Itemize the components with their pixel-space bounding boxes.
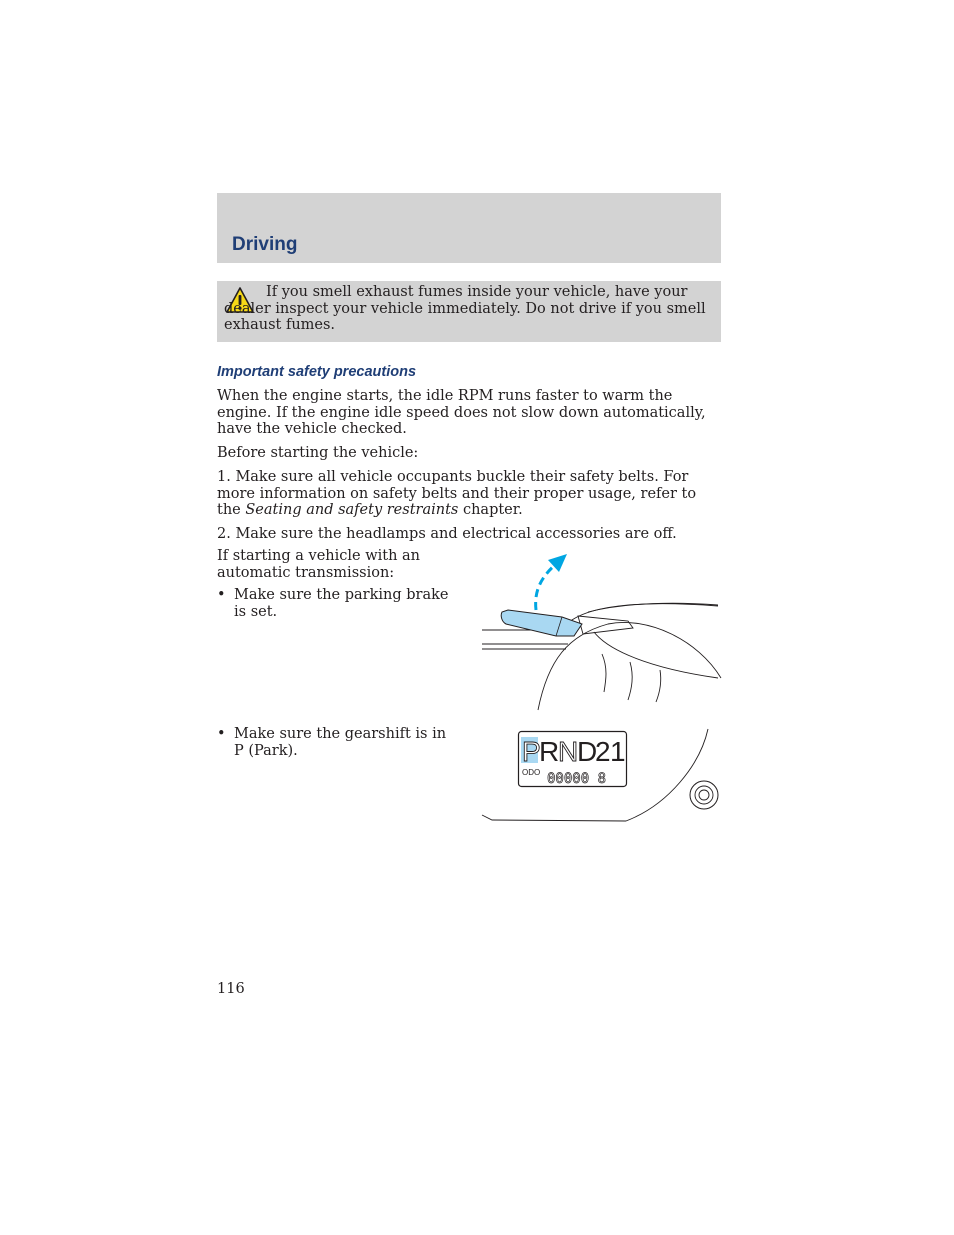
automatic-intro-paragraph: If starting a vehicle with an automatic transmission: <box>217 548 420 581</box>
bullet-gearshift <box>217 726 452 759</box>
gear-2: 2 <box>595 736 611 767</box>
bullet-marker: • <box>217 587 226 603</box>
seating-restraints-reference: Seating and safety restraints <box>245 502 459 518</box>
warning-box <box>217 281 721 342</box>
page-number: 116 <box>217 981 245 997</box>
step-2-paragraph: 2. Make sure the headlamps and electrical accessories are off. <box>217 526 677 542</box>
pull-up-arrow-icon <box>536 554 567 610</box>
gear-1: 1 <box>610 736 626 767</box>
bullet-parking-brake <box>217 587 452 620</box>
odo-label: ODO <box>522 768 541 777</box>
idle-rpm-paragraph: When the engine starts, the idle RPM runs faster to warm the engine. If the engine idle speed does not slow down automatically, have the vehicle checked. <box>217 388 706 437</box>
gear-n: N <box>558 736 579 767</box>
before-starting-paragraph: Before starting the vehicle: <box>217 445 419 461</box>
section-title: Driving <box>232 234 298 255</box>
bullet-marker: • <box>217 726 226 742</box>
subsection-heading: Important safety precautions <box>217 364 417 380</box>
gear-p: P <box>522 736 541 767</box>
gear-r: R <box>539 736 560 767</box>
gear-indicator-illustration <box>478 725 724 825</box>
warning-text: If you smell exhaust fumes inside your vehicle, have your dealer inspect your vehicle immediately. Do not drive if you smell exhaust fumes. <box>224 284 706 333</box>
step-1-suffix: chapter. <box>458 502 523 518</box>
step-1-paragraph <box>217 469 723 519</box>
bullet-gearshift-text: Make sure the gearshift is in P (Park). <box>234 726 447 759</box>
parking-brake-lever <box>501 610 582 636</box>
bullet-parking-brake-text: Make sure the parking brake is set. <box>234 587 449 620</box>
odometer-readout: 00000 8 <box>547 771 607 787</box>
parking-brake-illustration <box>478 550 724 715</box>
step-1-text: 1. Make sure all vehicle occupants buckle their safety belts. For more information on safety belts and their proper usage, refer to the <box>217 469 697 518</box>
section-header <box>217 193 721 263</box>
gear-d: D <box>577 736 598 767</box>
trip-knob-icon <box>690 781 718 809</box>
